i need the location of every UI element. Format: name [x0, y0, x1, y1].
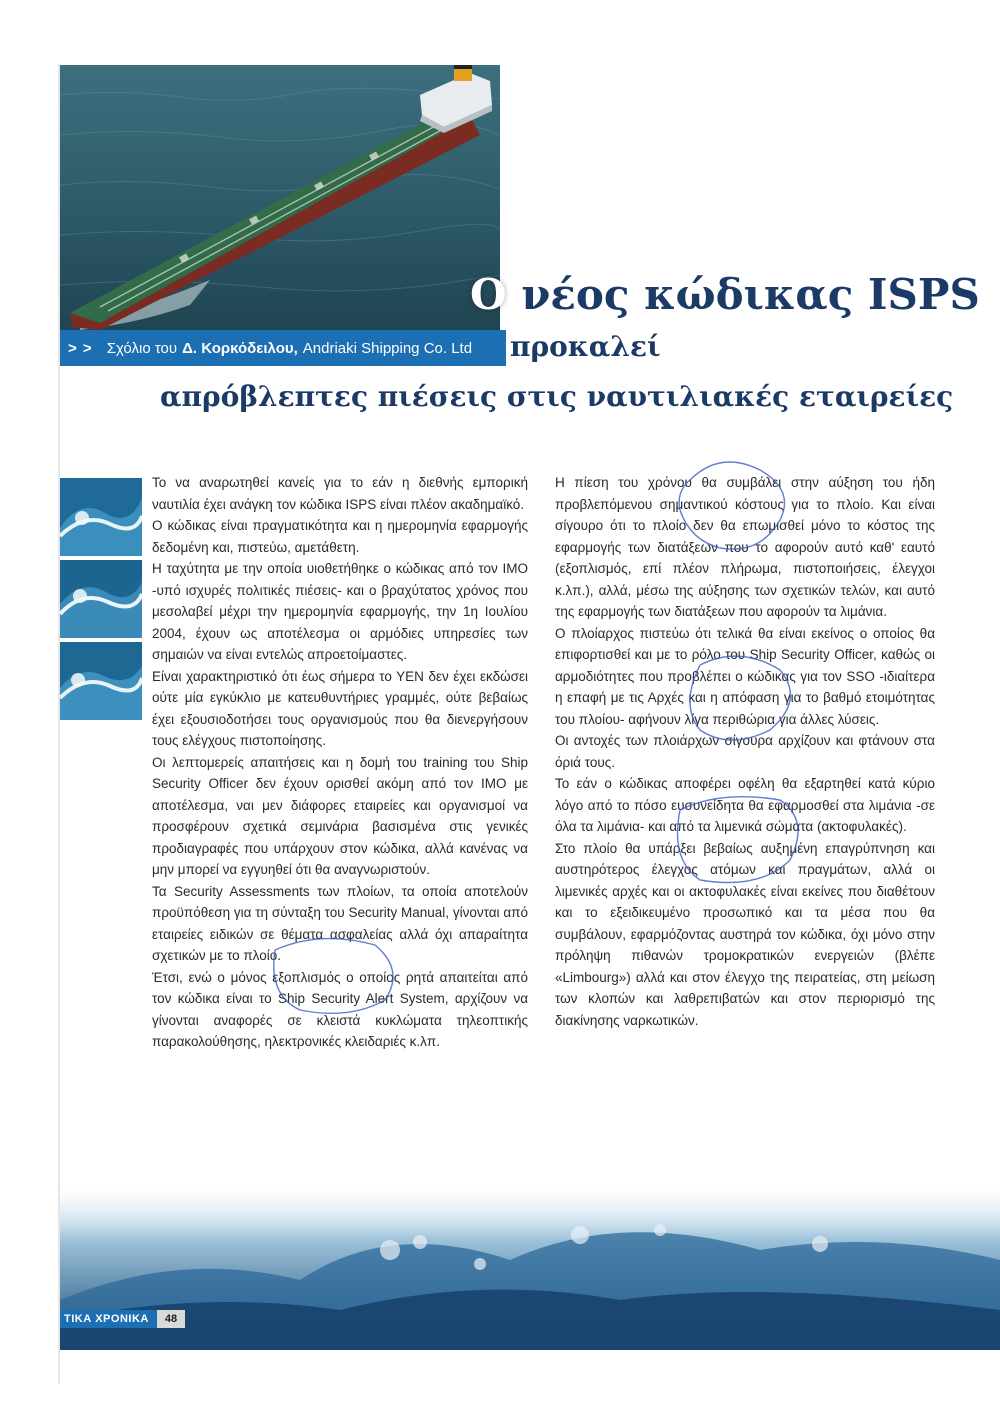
byline-prefix: Σχόλιο του — [106, 339, 178, 357]
paragraph: Το να αναρωτηθεί κανείς για το εάν η διεθνής εμπορική ναυτιλία έχει ανάγκη τον κώδικα ISPS είναι πλέον ακαδημαϊκό. — [152, 475, 528, 512]
byline-arrows: > > — [68, 339, 93, 357]
byline-company: Andriaki Shipping Co. Ltd — [302, 339, 473, 357]
paragraph: Η ταχύτητα με την οποία υιοθετήθηκε ο κώδικας από τον IMO -υπό ισχυρές πολιτικές πιέσεις- και ο βραχύτατος χρόνος που μεσολαβεί μέχρι την ημερομηνία εφαρμογής, την 1η Ιουλίου 2004, έχουν ως αποτέλεσμα οι αρμόδιες υπηρεσίες των σημαιών να είναι εντελώς απροετοίμαστες. — [152, 561, 528, 662]
paragraph: Ο πλοίαρχος πιστεύω ότι τελικά θα είναι εκείνος ο οποίος θα επιφορτισθεί και με το ρόλο του Ship Security Officer, καθώς οι αρμοδιότητες που προβλέπει ο κώδικας για τον SSO -ιδιαίτερα η επαφή με τις Αρχές και η απόφαση για το βαθμό ετοιμότητας του πλοίου- αφήνουν λίγα περιθώρια για άλλες λύσεις. — [555, 625, 935, 727]
article-column-right — [555, 472, 935, 1031]
page-footer — [60, 1308, 185, 1330]
wave-image-strip — [60, 478, 142, 722]
wave-thumbnail — [60, 478, 142, 556]
byline-bar — [60, 330, 506, 366]
article-column-left — [152, 472, 528, 1053]
paragraph: Τα Security Assessments των πλοίων, τα οποία αποτελούν προϋπόθεση για τη σύνταξη του Security Manual, γίνονται από εταιρείες ειδικών σε θέματα ασφαλείας αλλά όχι απαραίτητα σχετικών με το πλοίο. — [152, 883, 528, 963]
tanker-photo — [60, 65, 500, 330]
page-number: 48 — [157, 1310, 185, 1328]
paragraph: Έτσι, ενώ ο μόνος εξοπλισμός ο οποίος ρητά απαιτείται από τον κώδικα είναι το Ship Security Alert System, αρχίζουν να γίνονται αναφορές σε κλειστά κυκλώματα τηλεοπτικής παρακολούθησης, ηλεκτρονικές κλειδαριές κ.λπ. — [152, 969, 528, 1049]
tanker-illustration — [60, 65, 500, 330]
magazine-name: ΤΙΚΑ ΧΡΟΝΙΚΑ — [60, 1310, 157, 1328]
headline-line-2: προκαλεί — [510, 330, 661, 363]
headline-text: νέος κώδικας ISPS — [521, 270, 980, 319]
headline-line-1 — [470, 270, 980, 319]
wave-thumbnail — [60, 560, 142, 638]
paragraph: Οι λεπτομερείς απαιτήσεις και η δομή του training του Ship Security Officer δεν έχουν ορισθεί ακόμη από τον IMO με αποτέλεσμα, ναι μεν διάφορες εταιρείες και οργανισμοί να προσφέρουν σχετικά σεμινάρια βασισμένα στις γενικές προδιαγραφές που υπάρχουν στον κώδικα, αλλά κανένας να μην μπορεί να εγγυηθεί ότι θα αναγνωριστούν. — [152, 754, 528, 877]
paragraph: Ο κώδικας είναι πραγματικότητα και η ημερομηνία εφαρμογής δεδομένη και, πιστεύω, αμετάθετη. — [152, 518, 528, 555]
paragraph: Στο πλοίο θα υπάρξει βεβαίως αυξημένη επαγρύπνηση και αυστηρότερος έλεγχος ατόμων και πραγμάτων, αλλά οι λιμενικές αρχές και οι ακτοφυλακές είναι εκείνες που διαθέτουν και το εξειδικευμένο προσωπικό και τα μέσα που θα συμβάλουν, εφαρμόζοντας αυστηρά τον κώδικα, όχι μόνο στην πρόληψη πιθανών τρομοκρατικών ενεργειών (βλέπε «Limbourg») αλλά και στον έλεγχο της πειρατείας, στη μείωση των κλοπών και λαθρεπιβατών και στον περιορισμό της διακίνησης ναρκωτικών. — [555, 840, 935, 1028]
paragraph: Το εάν ο κώδικας αποφέρει οφέλη θα εξαρτηθεί κατά κύριο λόγο από το πόσο ευσυνείδητα θα εφαρμοσθεί στα λιμάνια -σε όλα τα λιμάνια- και από τα λιμενικά σώματα (ακτοφυλακές). — [555, 776, 935, 834]
headline-line-3: απρόβλεπτες πιέσεις στις ναυτιλιακές εταιρείες — [160, 380, 954, 413]
paragraph: Είναι χαρακτηριστικό ότι έως σήμερα το ΥΕΝ δεν έχει εκδώσει ούτε μία εγκύκλιο με κατευθυντήριες γραμμές, ούτε βεβαίως έχει εξουσιοδοτήσει τους οργανισμούς που θα διενεργήσουν τους ελέγχους πιστοποίησης. — [152, 668, 528, 748]
wave-thumbnail — [60, 642, 142, 720]
paragraph: Οι αντοχές των πλοιάρχων σίγουρα αρχίζουν και φτάνουν στα όριά τους. — [555, 733, 935, 770]
paragraph: Η πίεση του χρόνου θα συμβάλει στην αύξηση του ήδη προβλεπόμενου σημαντικού κόστους για το πλοίο. Και είναι σίγουρο ότι το πλοίο δεν θα επωμισθεί μόνο το κόστος της εφαρμογής των διατάξεων που το αφορούν αυτό καθ' εαυτό (εξοπλισμός, επί πλέον πλήρωμα, πιστοποιήσεις, έλεγχοι κ.λπ.), αλλά, μέσω της αύξησης των σχετικών τελών, και αυτό της εφαρμογής των διατάξεων που αφορούν τα λιμάνια. — [555, 475, 935, 619]
ocean-wave-image — [60, 1180, 1000, 1350]
byline-author: Δ. Κορκόδειλου, — [182, 339, 298, 357]
headline-initial: Ο — [470, 270, 507, 319]
